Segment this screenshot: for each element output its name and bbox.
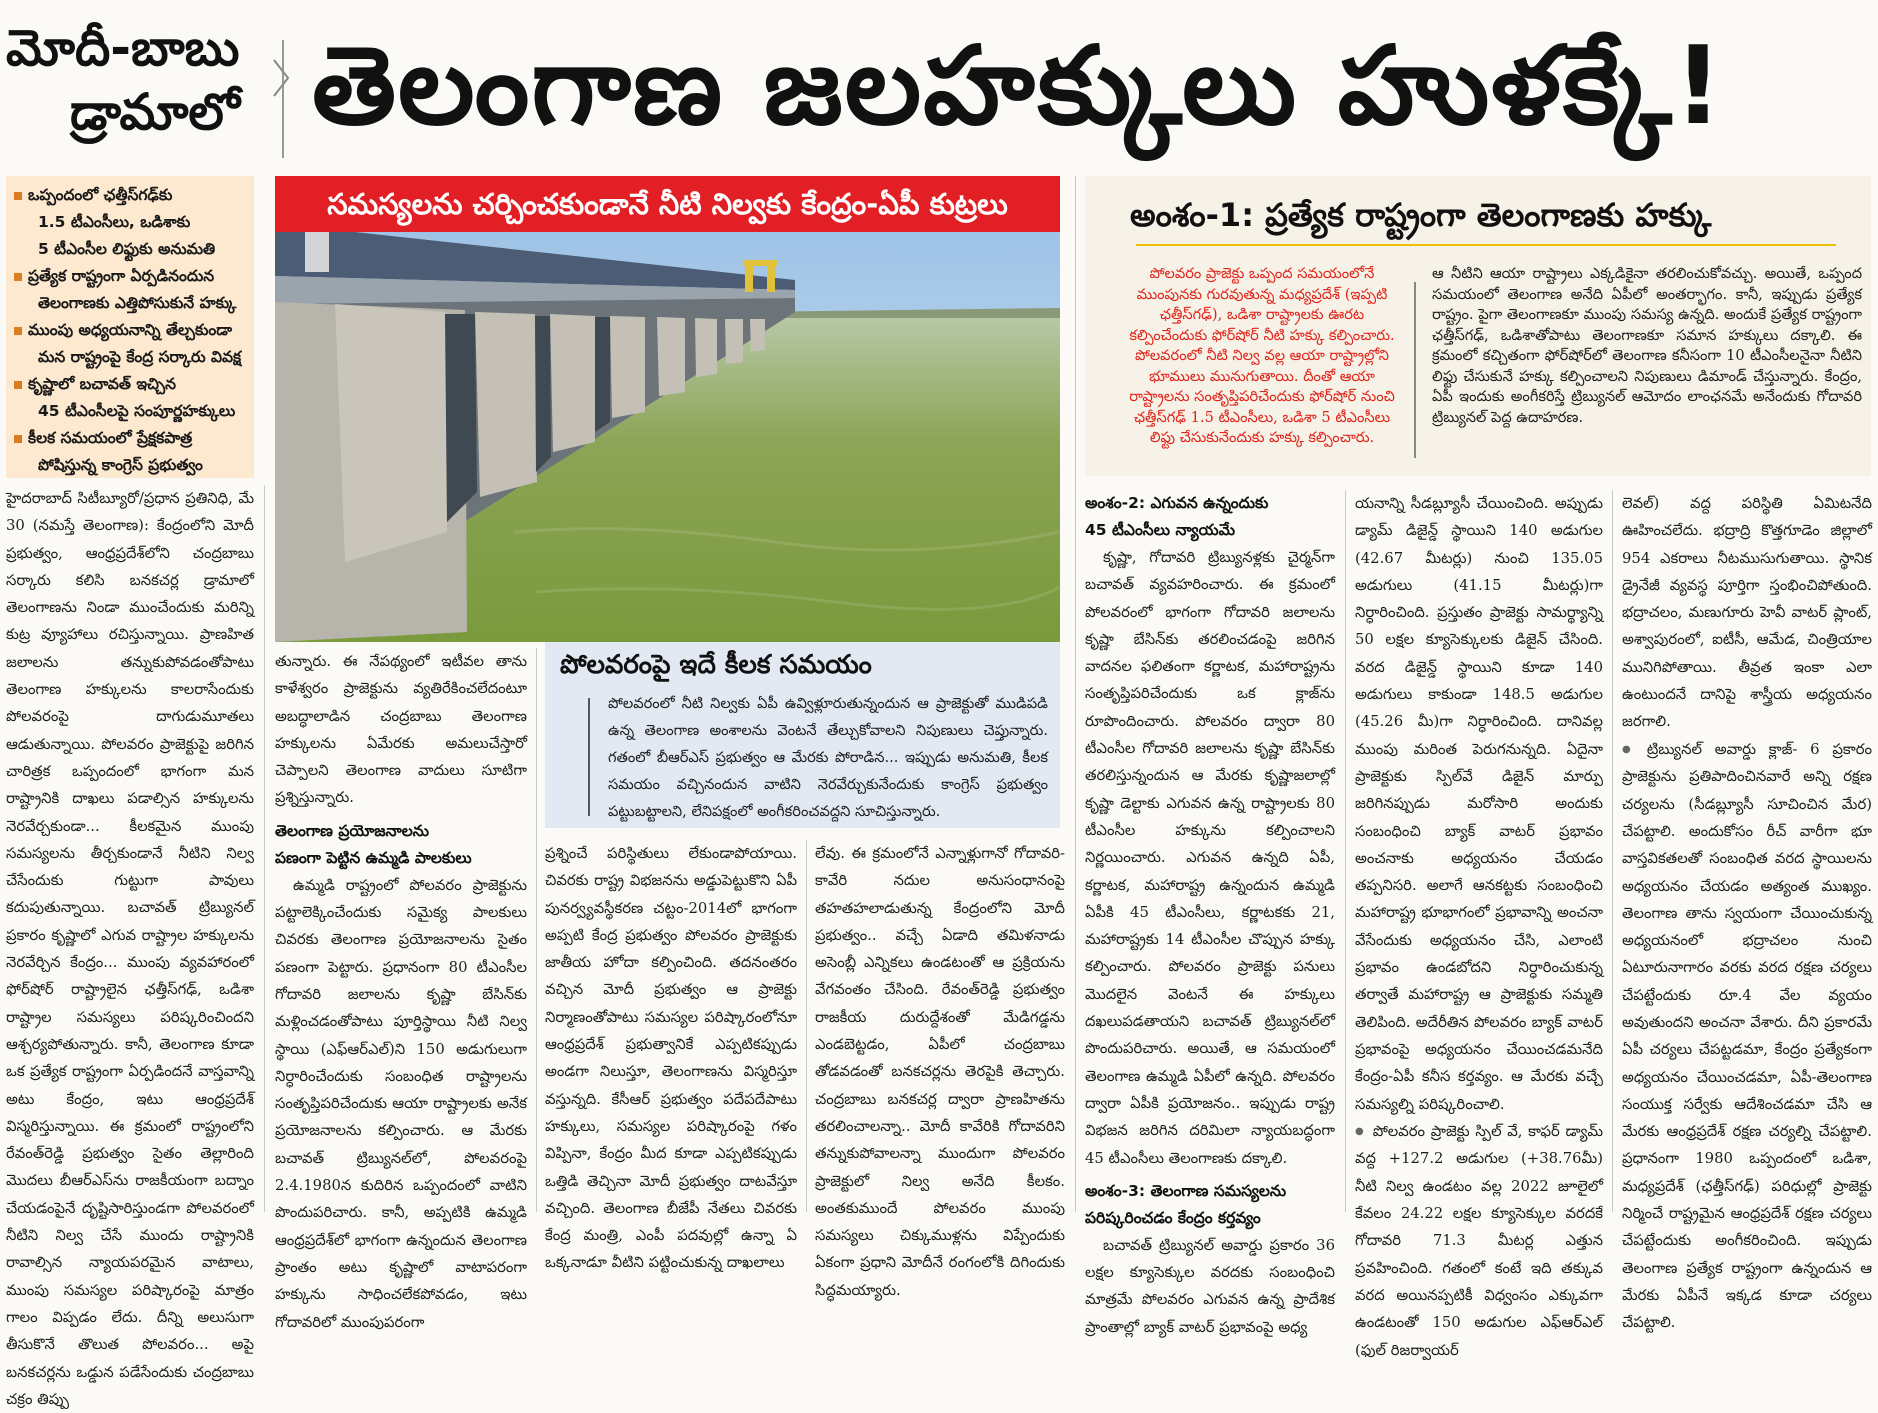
- subheading: 45 టీఎంసీలు న్యాయమే: [1085, 521, 1235, 539]
- subheading: అంశం-2: ఎగువన ఉన్నందుకు: [1085, 494, 1269, 512]
- subheading: పరిష్కరించడం కేంద్రం కర్తవ్యం: [1085, 1208, 1261, 1227]
- column-divider: [1345, 490, 1346, 1212]
- issue-1-right-text: ఆ నీటిని ఆయా రాష్ట్రాలు ఎక్కడికైనా తరలించుకోవచ్చు. అయితే, ఒప్పంద సమయంలో తెలంగాణ అనేది ఏపీలో అంతర్భాగం. కానీ, ఇప్పుడు ప్రత్యేక రాష్ట్రం. పైగా తెలంగాణకూ ముంపు సమస్య ఉన్నది. అందుకే ప్రత్యేక రాష్ట్రంగా ఛత్తీస్‌గఢ్, ఒడిశాతోపాటు తెలంగాణకూ సమాన హక్కులు దక్కాలి. ఈ క్రమంలో కచ్చితంగా ఫోర్‌షోర్‌లో తెలంగాణ కనీసంగా 10 టీఎంసీలనైనా నీటిని లిఫ్టు చేసుకునే హక్కు కల్పించాలని నిపుణులు డిమాండ్ చేస్తున్నారు. కేంద్రం, ఏపీ ఇందుకు అంగీకరిస్తే ట్రిబ్యునల్ ఆమోదం లాంఛనమే అనేందుకు గోదావరి ట్రిబ్యునల్ పెద్ద ఉదాహరణ.: [1432, 265, 1862, 426]
- issue-1-underline: [1136, 244, 1836, 246]
- kicker: [6, 16, 274, 164]
- article-paragraph: బచావత్ ట్రిబ్యునల్ అవార్డు ప్రకారం 36 లక్షల క్యూసెక్కుల వరదకు సంబంధించి మాత్రమే పోలవరం ఎగువన ఉన్న ప్రాదేశిక ప్రాంతాల్లో బ్యాక్ వాటర్ ప్రభావంపై అధ్య: [1085, 1236, 1335, 1336]
- article-column-7: [1622, 490, 1872, 1332]
- kicker-line-1: మోదీ-బాబు: [6, 19, 240, 77]
- article-paragraph: తున్నారు. ఈ నేపథ్యంలో ఇటీవల తాను కాళేశ్వరం ప్రాజెక్టును వ్యతిరేకించలేదంటూ అబద్ధాలాడిన చంద్రబాబు తెలంగాణ హక్కులను ఏమేరకు అమలుచేస్తారో చెప్పాలని తెలంగాణ వాదులు సూటిగా ప్రశ్నిస్తున్నారు.: [275, 653, 527, 807]
- highlight-item: ప్రత్యేక రాష్ట్రంగా ఏర్పడినందున తెలంగాణకు ఎత్తిపోసుకునే హక్కు: [14, 263, 248, 317]
- column-divider: [1612, 490, 1613, 1212]
- dam-photo: [275, 232, 1060, 642]
- article-column-3: [545, 840, 797, 1272]
- subheading: తెలంగాణ ప్రయోజనాలను: [275, 821, 429, 840]
- article-paragraph: లేవు. ఈ క్రమంలోనే ఎన్నాళ్లుగానో గోదావరి-కావేరి నదుల అనుసంధానంపై తహతహలాడుతున్న కేంద్రంలోని మోదీ ప్రభుత్వం.. వచ్చే ఏడాది తమిళనాడు అసెంబ్లీ ఎన్నికలు ఉండటంతో ఆ ప్రక్రియను వేగవంతం చేసింది. రేవంత్‌రెడ్డి ప్రభుత్వం రాజకీయ దురుద్దేశంతో మేడిగడ్డను ఎండబెట్టడం, ఏపీలో చంద్రబాబు తోడవడంతో బనకచర్లను తెరపైకి తెచ్చారు. చంద్రబాబు బనకచర్ల ద్వారా ప్రాణహితను తరలించాలన్నా.. మోదీ కావేరికి గోదావరిని తన్నుకుపోవాలన్నా ముందుగా పోలవరం ప్రాజెక్టులో నిల్వ అనేది కీలకం. అంతకుముందే పోలవరం ముంపు సమస్యలు చిక్కుముళ్లను విప్పేందుకు ఏకంగా ప్రధాని మోదీనే రంగంలోకి దిగిందుకు సిద్ధమయ్యారు.: [815, 845, 1065, 1299]
- key-time-text: పోలవరంలో నీటి నిల్వకు ఏపీ ఉవ్విళ్లూరుతున్నందున ఆ ప్రాజెక్టుతో ముడిపడి ఉన్న తెలంగాణ అంశాలను వెంటనే తేల్చుకోవాలని నిపుణులు చెప్తున్నారు. గతంలో బీఆర్‌ఎస్ ప్రభుత్వం ఆ మేరకు పోరాడిన... ఇప్పుడు అనుమతి, కీలక సమయం వచ్చినందున వాటిని నెరవేర్చుకునేందుకు కాంగ్రెస్ ప్రభుత్వం పట్టుబట్టాలని, లేనిపక్షంలో అంగీకరించవద్దని సూచిస్తున్నారు.: [608, 695, 1048, 820]
- article-paragraph: ప్రశ్నించే పరిస్థితులు లేకుండాపోయాయి. చివరకు రాష్ట్ర విభజనను అడ్డుపెట్టుకొని ఏపీ పునర్వ్యవస్థీకరణ చట్టం-2014లో భాగంగా అప్పటి కేంద్ర ప్రభుత్వం పోలవరం ప్రాజెక్టుకు జాతీయ హోదా కల్పించింది. తదనంతరం వచ్చిన మోదీ ప్రభుత్వం ఆ ప్రాజెక్టు నిర్మాణంతోపాటు సమస్యల పరిష్కారంలోనూ ఆంధ్రప్రదేశ్ ప్రభుత్వానికే ఎప్పటికప్పుడు అండగా నిలుస్తూ, తెలంగాణను విస్మరిస్తూ వస్తున్నది. కేసీఆర్ ప్రభుత్వం పదేపదేపాటు హక్కులు, సమస్యల పరిష్కారంపై గళం విప్పినా, కేంద్రం మీద కూడా ఎప్పటికప్పుడు ఒత్తిడి తెచ్చినా మోదీ ప్రభుత్వం దాటవేస్తూ వచ్చింది. తెలంగాణ బీజేపీ నేతలు చివరకు కేంద్ర మంత్రి, ఎంపీ పదవుల్లో ఉన్నా ఏ ఒక్కనాడూ వీటిని పట్టించుకున్న దాఖలాలు: [545, 845, 797, 1272]
- photo-banner: సమస్యలను చర్చించకుండానే నీటి నిల్వకు కేంద్రం-ఏపీ కుట్రలు: [275, 176, 1060, 232]
- highlight-item: కీలక సమయంలో ప్రేక్షకపాత్ర పోషిస్తున్న కాంగ్రెస్ ప్రభుత్వం: [14, 425, 248, 479]
- column-divider: [806, 840, 807, 1212]
- issue-1-title: అంశం-1: ప్రత్యేక రాష్ట్రంగా తెలంగాణకు హక్కు: [1130, 196, 1712, 234]
- column-divider: [1075, 176, 1076, 1212]
- column-divider: [264, 485, 265, 1212]
- issue-1-divider: [1414, 282, 1416, 458]
- highlight-item: ముంపు అధ్యయనాన్ని తేల్చకుండా మన రాష్ట్రంపై కేంద్ర సర్కారు వివక్ష: [14, 317, 248, 371]
- issue-1-left-text: పోలవరం ప్రాజెక్టు ఒప్పంద సమయంలోనే ముంపునకు గురవుతున్న మధ్యప్రదేశ్ (ఇప్పటి ఛత్తీస్‌గఢ్), ఒడిశా రాష్ట్రాలకు ఊరట కల్పించేందుకు ఫోర్‌షోర్ నీటి హక్కు కల్పించారు. పోలవరంలో నీటి నిల్వ వల్ల ఆయా రాష్ట్రాల్లోని భూములు మునుగుతాయి. దీంతో ఆయా రాష్ట్రాలను సంతృప్తిపరిచేందుకు ఫోర్‌షోర్ నుంచి ఛత్తీస్‌గఢ్ 1.5 టీఎంసీలు, ఒడిశా 5 టీఎంసీలు లిఫ్టు చేసుకునేందుకు హక్కు కల్పించారు.: [1129, 265, 1395, 446]
- article-paragraph: యనాన్ని సీడబ్ల్యూసీ చేయించింది. అప్పుడు డ్యామ్ డిజైన్డ్ స్థాయిని 140 అడుగుల (42.67 మీటర్లు) నుంచి 135.05 అడుగులు (41.15 మీటర్లు)గా నిర్ధారించింది. ప్రస్తుతం ప్రాజెక్టు సామర్థ్యాన్ని 50 లక్షల క్యూసెక్కులకు డిజైన్ చేసింది. వరద డిజైన్డ్ స్థాయిని కూడా 140 అడుగులు కాకుండా 148.5 అడుగుల (45.26 మీ)గా నిర్ధారించింది. దానివల్ల ముంపు మరింత పెరుగనున్నది. ఏదైనా ప్రాజెక్టుకు స్పిల్‌వే డిజైన్ మార్పు జరిగినప్పుడు మరోసారి అందుకు సంబంధించి బ్యాక్ వాటర్ ప్రభావం అంచనాకు అధ్యయనం చేయడం తప్పనిసరి. అలాగే ఆనకట్టకు సంబంధించి మహారాష్ట్ర భూభాగంలో ప్రభావాన్ని అంచనా వేసేందుకు అధ్యయనం చేసి, ఎలాంటి ప్రభావం ఉండబోదని నిర్ధారించుకున్న తర్వాతే మహారాష్ట్ర ఆ ప్రాజెక్టుకు సమ్మతి తెలిపింది. అదేరీతిన పోలవరం బ్యాక్ వాటర్ ప్రభావంపై అధ్యయనం చేయించడమనేది కేంద్రం-ఏపీ కనీస కర్తవ్యం. ఆ మేరకు వచ్చే సమస్యల్ని పరిష్కరించాలి.: [1355, 495, 1603, 1113]
- key-time-divider: [588, 698, 590, 816]
- article-paragraph: ఉమ్మడి రాష్ట్రంలో పోలవరం ప్రాజెక్టును పట్టాలెక్కించేందుకు సమైక్య పాలకులు చివరకు తెలంగాణ ప్రయోజనాలను సైతం పణంగా పెట్టారు. ప్రధానంగా 80 టీఎంసీల గోదావరి జలాలను కృష్ణా బేసిన్‌కు మళ్లించడంతోపాటు పూర్తిస్థాయి నీటి నిల్వ స్థాయి (ఎఫ్‌ఆర్‌ఎల్)ని 150 అడుగులుగా నిర్ధారించేందుకు సంబంధిత రాష్ట్రాలను సంతృప్తిపరిచేందుకు ఆయా రాష్ట్రాలకు అనేక ప్రయోజనాలను కల్పించారు. ఆ మేరకు బచావత్ ట్రిబ్యునల్‌లో, పోలవరంపై 2.4.1980న కుదిరిన ఒప్పందంలో వాటిని పొందుపరిచారు. కానీ, అప్పటికి ఉమ్మడి ఆంధ్రప్రదేశ్‌లో భాగంగా ఉన్నందున తెలంగాణ ప్రాంతం అటు కృష్ణాలో వాటాపరంగా హక్కును సాధించలేకపోవడం, ఇటు గోదావరిలో ముంపుపరంగా: [275, 876, 527, 1331]
- article-column-5: [1085, 490, 1335, 1336]
- highlight-item: ఒప్పందంలో ఛత్తీస్‌గఢ్‌కు 1.5 టీఎంసీలు, ఒడిశాకు 5 టీఎంసీల లిఫ్టుకు అనుమతి: [14, 182, 248, 263]
- subheading: పణంగా పెట్టిన ఉమ్మడి పాలకులు: [275, 848, 472, 867]
- bullet-icon: [14, 327, 22, 335]
- article-paragraph: లెవల్) వద్ద పరిస్థితి ఏమిటనేది ఊహించలేదు. భద్రాద్రి కొత్తగూడెం జిల్లాలో 954 ఎకరాలు నీటముసుగుతాయి. స్థానిక డ్రైనేజీ వ్యవస్థ పూర్తిగా స్తంభించిపోతుంది. భద్రాచలం, మణుగూరు హెవీ వాటర్ ప్లాంట్, అశ్వాపురంలో, ఐటీసీ, ఆమేడ, చింత్రియాల మునిగిపోతాయి. తీవ్రత ఇంకా ఎలా ఉంటుందనే దానిపై శాస్త్రీయ అధ్యయనం జరగాలి.: [1622, 495, 1872, 731]
- article-column-1: [6, 485, 254, 1408]
- kicker-line-2: డ్రామాలో: [70, 83, 240, 141]
- article-column-6: [1355, 490, 1603, 1359]
- article-paragraph: హైదరాబాద్ సిటీబ్యూరో/ప్రధాన ప్రతినిధి, మే 30 (నమస్తే తెలంగాణ): కేంద్రంలోని మోదీ ప్రభుత్వం, ఆంధ్రప్రదేశ్‌లోని చంద్రబాబు సర్కారు కలిసి బనకచర్ల డ్రామాలో తెలంగాణను నిండా ముంచేందుకు మరిన్ని కుట్ర వ్యూహాలు రచిస్తున్నాయి. ప్రాణహిత జలాలను తన్నుకుపోవడంతోపాటు తెలంగాణ హక్కులను కాలరాసేందుకు పోలవరంపై దాగుడుమూతలు ఆడుతున్నాయి. పోలవరం ప్రాజెక్టుపై జరిగిన చారిత్రక ఒప్పందంలో భాగంగా మన రాష్ట్రానికి దాఖలు పడాల్సిన హక్కులను నెరవేర్చకుండా... కీలకమైన ముంపు సమస్యలను తీర్చకుండానే నీటిని నిల్వ చేసేందుకు గుట్టుగా పావులు కదుపుతున్నాయి. బచావత్ ట్రిబ్యునల్ ప్రకారం కృష్ణాలో ఎగువ రాష్ట్రాల హక్కులను నెరవేర్చిన కేంద్రం... ముంపు వ్యవహారంలో ఫోర్‌షోర్ రాష్ట్రాలైన ఛత్తీస్‌గఢ్, ఒడిశా రాష్ట్రాల సమస్యలు పరిష్కరించిందని ఆశ్చర్యపోతున్నారు. కానీ, తెలంగాణ కూడా ఒక ప్రత్యేక రాష్ట్రంగా ఏర్పడిందనే వాస్తవాన్ని అటు కేంద్రం, ఇటు ఆంధ్రప్రదేశ్ విస్మరిస్తున్నాయి. ఈ క్రమంలో రాష్ట్రంలోని రేవంత్‌రెడ్డి ప్రభుత్వం సైతం తెల్లారింది మొదలు బీఆర్‌ఎస్‌ను రాజకీయంగా బద్నాం చేయడంపైనే దృష్టిసారిస్తుండగా పోలవరంలో నీటిని నిల్వ చేసే ముందు రాష్ట్రానికి రావాల్సిన న్యాయపరమైన వాటాలు, ముంపు సమస్యల పరిష్కారంపై మాత్రం గాలం విప్పడం లేదు. దీన్ని అలుసుగా తీసుకొనే తొలుత పోలవరం... అపై బనకచర్లను ఒడ్డున పడేసేందుకు చంద్రబాబు చక్రం తిప్పు: [6, 490, 254, 1408]
- article-paragraph: ● ట్రిబ్యునల్ అవార్డు క్లాజ్- 6 ప్రకారం ప్రాజెక్టును ప్రతిపాదించినవారే అన్ని రక్షణ చర్యలను (సీడబ్ల్యూసీ సూచించిన మేర) చేపట్టాలి. అందుకోసం రీచ్ వారీగా భూ వాస్తవికతలతో సంబంధిత వరద స్థాయిలను అధ్యయనం చేయడం అత్యంత ముఖ్యం. తెలంగాణ తాను స్వయంగా చేయించుకున్న అధ్యయనంలో భద్రాచలం నుంచి ఏటూరునాగారం వరకు వరద రక్షణ చర్యలు చేపట్టేందుకు రూ.4 వేల వ్యయం అవుతుందని అంచనా వేశారు. దీని ప్రకారమే ఏపీ చర్యలు చేపట్టడమా, కేంద్రం ప్రత్యేకంగా అధ్యయనం చేయించడమా, ఏపీ-తెలంగాణ సంయుక్త సర్వేకు ఆదేశించడమా చేసి ఆ మేరకు ఆంధ్రప్రదేశ్ రక్షణ చర్యల్ని చేపట్టాలి. ప్రధానంగా 1980 ఒప్పందంలో ఒడిశా, మధ్యప్రదేశ్ (ఛత్తీస్‌గఢ్) పరిధుల్లో ప్రాజెక్టు నిర్మించే రాష్ట్రమైన ఆంధ్రప్రదేశ్ రక్షణ చర్యలు చేపట్టేందుకు అంగీకరించింది. ఇప్పుడు తెలంగాణ ప్రత్యేక రాష్ట్రంగా ఉన్నందున ఆ మేరకు ఏపీనే ఇక్కడ కూడా చర్యలు చేపట్టాలి.: [1622, 736, 1872, 1337]
- key-time-title: పోలవరంపై ఇదే కీలక సమయం: [560, 650, 872, 680]
- chevron-right-icon: [272, 58, 290, 98]
- bullet-icon: [14, 192, 22, 200]
- bullet-icon: [14, 273, 22, 281]
- article-column-2: [275, 648, 527, 1331]
- highlights-box: [6, 176, 254, 478]
- article-paragraph: కృష్ణా, గోదావరి ట్రిబ్యునళ్లకు చైర్మన్‌గా బచావత్ వ్యవహరించారు. ఈ క్రమంలో పోలవరంలో భాగంగా గోదావరి జలాలను కృష్ణా బేసిన్‌కు తరలించడంపై జరిగిన వాదనల ఫలితంగా కర్ణాటక, మహారాష్ట్రను సంతృప్తిపరిచేందుకు ఒక క్లాజ్‌ను రూపొందించారు. పోలవరం ద్వారా 80 టీఎంసీల గోదావరి జలాలను కృష్ణా బేసిన్‌కు తరలిస్తున్నందున ఆ మేరకు కృష్ణాజలాల్లో కృష్ణా డెల్టాకు ఎగువన ఉన్న రాష్ట్రాలకు 80 టీఎంసీల హక్కును కల్పించాలని నిర్ణయించారు. ఎగువన ఉన్నది ఏపీ, కర్ణాటక, మహారాష్ట్ర ఉన్నందున ఉమ్మడి ఏపీకి 45 టీఎంసీలు, కర్ణాటకకు 21, మహారాష్ట్రకు 14 టీఎంసీల చొప్పున హక్కు కల్పించారు. పోలవరం ప్రాజెక్టు పనులు మొదలైన వెంటనే ఈ హక్కులు దఖలుపడతాయని బచావత్ ట్రిబ్యునల్‌లో పొందుపరిచారు. అయితే, ఆ సమయంలో తెలంగాణ ఉమ్మడి ఏపీలో ఉన్నది. పోలవరం ద్వారా ఏపీకి ప్రయోజనం.. ఇప్పుడు రాష్ట్ర విభజన జరిగిన దరిమిలా న్యాయబద్ధంగా 45 టీఎంసీలు తెలంగాణకు దక్కాలి.: [1085, 549, 1335, 1167]
- bullet-icon: [14, 381, 22, 389]
- bullet-icon: [14, 435, 22, 443]
- highlight-item: కృష్ణాలో బచావత్ ఇచ్చిన 45 టీఎంసీలపై సంపూర్ణహక్కులు: [14, 371, 248, 425]
- column-divider: [536, 648, 537, 1212]
- subheading: అంశం-3: తెలంగాణ సమస్యలను: [1085, 1181, 1287, 1200]
- article-column-4: [815, 840, 1065, 1299]
- article-paragraph: ● పోలవరం ప్రాజెక్టు స్పిల్ వే, కాఫర్ డ్యామ్ వద్ద +127.2 అడుగుల (+38.76మీ) నీటి నిల్వ ఉండటం వల్ల 2022 జూలైలో కేవలం 24.22 లక్షల క్యూసెక్కుల వరదకే గోదావరి 71.3 మీటర్ల ఎత్తున ప్రవహించింది. గతంలో కంటే ఇది తక్కువ వరద అయినప్పటికీ విధ్వంసం ఎక్కువగా ఉండటంతో 150 అడుగుల ఎఫ్‌ఆర్‌ఎల్ (ఫుల్ రిజర్వాయర్: [1355, 1118, 1603, 1364]
- headline: తెలంగాణ జలహక్కులు హుళక్కే!: [312, 24, 1725, 149]
